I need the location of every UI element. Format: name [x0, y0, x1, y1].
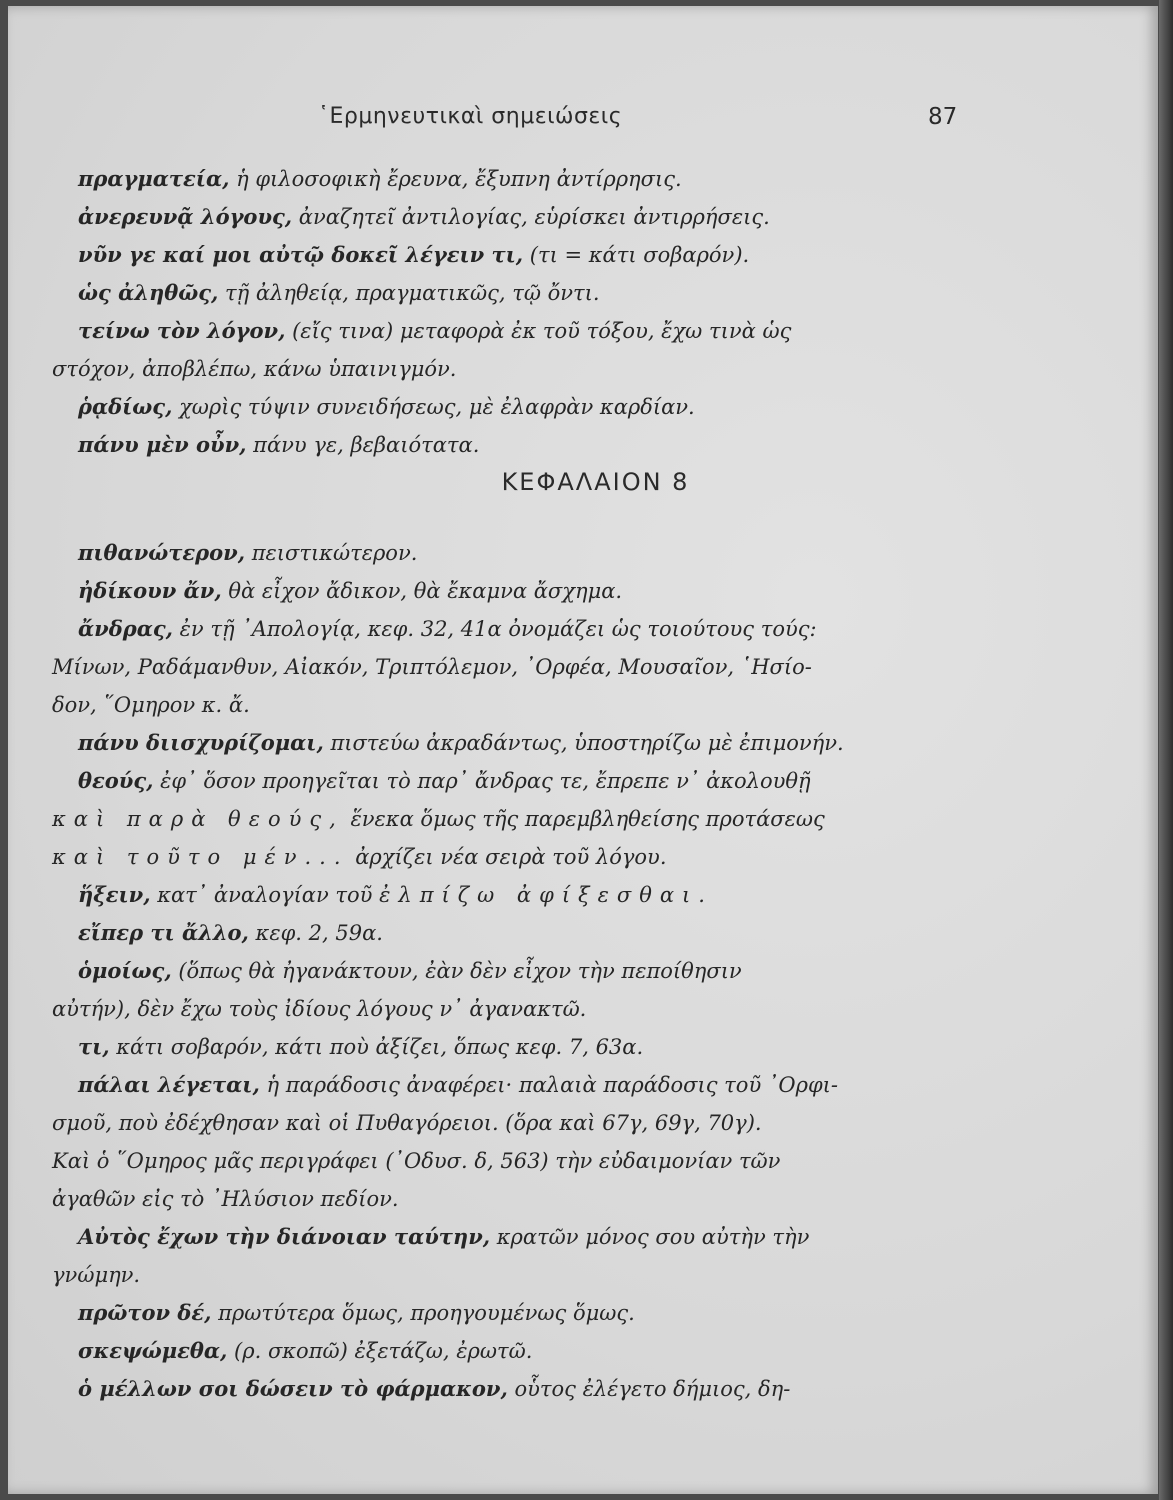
note-gloss: Μίνων, Ραδάμανθυν, Αἰακόν, Τριπτόλεμον, ᾿Ορφέα, Μουσαῖον, ῾Ησίο-	[52, 655, 812, 679]
note-line	[52, 876, 1002, 914]
note-line-continuation	[52, 1256, 1002, 1294]
note-gloss: ἕνεκα ὅμως τῆς παρεμβληθείσης προτάσεως	[343, 807, 825, 831]
note-line-continuation	[52, 1180, 1002, 1218]
note-term: ἄνδρας,	[78, 616, 173, 641]
note-term: ἥξειν,	[78, 882, 151, 907]
note-gloss: Καὶ ὁ ῞Ομηρος μᾶς περιγράφει (᾿Οδυσ. δ, 563) τὴν εὐδαιμονίαν τῶν	[52, 1149, 781, 1173]
note-gloss: κεφ. 2, 59α.	[248, 921, 383, 945]
note-gloss: (τι = κάτι σοβαρόν).	[523, 243, 750, 267]
note-gloss: ἀρχίζει νέα σειρὰ τοῦ λόγου.	[348, 845, 667, 869]
page-edge-shadow	[1159, 0, 1173, 1500]
note-gloss: αὐτήν), δὲν ἔχω τοὺς ἰδίους λόγους ν᾿ ἀγανακτῶ.	[52, 997, 587, 1021]
note-gloss: (ρ. σκοπῶ) ἐξετάζω, ἐρωτῶ.	[227, 1339, 533, 1363]
note-line	[52, 312, 1002, 350]
note-gloss: κάτι σοβαρόν, κάτι ποὺ ἀξίζει, ὅπως κεφ. 7, 63α.	[109, 1035, 644, 1059]
note-gloss: ἐφ᾿ ὅσον προηγεῖται τὸ παρ᾿ ἄνδρας τε, ἔπρεπε ν᾿ ἀκολουθῇ	[153, 769, 811, 793]
note-line	[52, 610, 1002, 648]
notes-section-1	[52, 160, 1002, 464]
note-term: πάλαι λέγεται,	[78, 1072, 260, 1097]
note-line	[52, 534, 1002, 572]
chapter-heading: ΚΕΦΑΛΑΙΟΝ 8	[501, 468, 690, 496]
note-gloss: πιστεύω ἀκραδάντως, ὑποστηρίζω μὲ ἐπιμονήν.	[323, 731, 844, 755]
note-term: τι,	[78, 1034, 110, 1059]
note-gloss: θὰ εἶχον ἄδικον, θὰ ἔκαμνα ἄσχημα.	[221, 579, 623, 603]
note-line	[52, 426, 1002, 464]
note-term: ὡς ἀληθῶς,	[78, 280, 219, 305]
note-gloss: δον, ῞Ομηρον κ. ἄ.	[52, 693, 250, 717]
note-line	[52, 1370, 1002, 1408]
note-line-continuation	[52, 990, 1002, 1028]
note-term: ῥᾳδίως,	[78, 394, 173, 419]
note-gloss: κρατῶν μόνος σου αὐτὴν τὴν	[490, 1225, 810, 1249]
note-line	[52, 952, 1002, 990]
note-line	[52, 160, 1002, 198]
note-gloss: ἀναζητεῖ ἀντιλογίας, εὑρίσκει ἀντιρρήσεις.	[292, 205, 770, 229]
note-line-continuation	[52, 648, 1002, 686]
note-term: ὁμοίως,	[78, 958, 172, 983]
note-term: πιθανώτερον,	[78, 540, 246, 565]
note-gloss: ἐν τῇ ᾿Απολογίᾳ, κεφ. 32, 41α ὀνομάζει ὡς τοιούτους τούς:	[172, 617, 817, 641]
note-gloss: (ὅπως θὰ ἠγανάκτουν, ἐὰν δὲν εἶχον τὴν πεποίθησιν	[171, 959, 742, 983]
note-line-continuation	[52, 838, 1002, 876]
note-line	[52, 236, 1002, 274]
note-line	[52, 1218, 1002, 1256]
note-term: Αὐτὸς ἔχων τὴν διάνοιαν ταύτην,	[78, 1224, 491, 1249]
note-gloss: ἡ φιλοσοφικὴ ἔρευνα, ἔξυπνη ἀντίρρησις.	[229, 167, 682, 191]
note-gloss: χωρὶς τύψιν συνειδήσεως, μὲ ἐλαφρὰν καρδίαν.	[172, 395, 695, 419]
note-line	[52, 1066, 1002, 1104]
note-line-continuation	[52, 800, 1002, 838]
note-term: ὁ μέλλων σοι δώσειν τὸ φάρμακον,	[78, 1376, 508, 1401]
note-term: τείνω τὸν λόγον,	[78, 318, 286, 343]
note-gloss: ἡ παράδοσις ἀναφέρει· παλαιὰ παράδοσις τοῦ ᾿Ορφι-	[259, 1073, 838, 1097]
note-term: θεούς,	[78, 768, 154, 793]
note-gloss: ἀγαθῶν εἰς τὸ ᾿Ηλύσιον πεδίον.	[52, 1187, 399, 1211]
page-number: 87	[928, 104, 958, 130]
note-line-continuation	[52, 1104, 1002, 1142]
note-term: πραγματεία,	[78, 166, 230, 191]
note-line	[52, 1294, 1002, 1332]
notes-section-2	[52, 534, 1002, 1408]
note-line	[52, 724, 1002, 762]
note-gloss: στόχον, ἀποβλέπω, κάνω ὑπαινιγμόν.	[52, 357, 457, 381]
note-term: ἠδίκουν ἄν,	[78, 578, 222, 603]
note-line	[52, 198, 1002, 236]
note-gloss: πάνυ γε, βεβαιότατα.	[246, 433, 480, 457]
spaced-quote: καὶ παρὰ θεούς,	[52, 807, 344, 831]
note-line	[52, 1332, 1002, 1370]
note-line	[52, 274, 1002, 312]
note-term: πάνυ μὲν οὖν,	[78, 432, 247, 457]
note-term: νῦν γε καί μοι αὐτῷ δοκεῖ λέγειν τι,	[78, 242, 524, 267]
note-term: πρῶτον δέ,	[78, 1300, 212, 1325]
note-term: σκεψώμεθα,	[78, 1338, 228, 1363]
note-gloss: πειστικώτερον.	[245, 541, 418, 565]
note-term: ἀνερευνᾷ λόγους,	[78, 204, 293, 229]
note-term: εἴπερ τι ἄλλο,	[78, 920, 249, 945]
note-gloss: γνώμην.	[52, 1263, 141, 1287]
note-line	[52, 1028, 1002, 1066]
note-line-continuation	[52, 1142, 1002, 1180]
note-line	[52, 388, 1002, 426]
spaced-quote: καὶ τοῦτο μέν...	[52, 845, 349, 869]
note-term: πάνυ διισχυρίζομαι,	[78, 730, 324, 755]
note-gloss: τῇ ἀληθείᾳ, πραγματικῶς, τῷ ὄντι.	[218, 281, 600, 305]
running-head: ῾Ερμηνευτικαὶ σημειώσεις	[318, 104, 623, 129]
note-gloss: οὗτος ἐλέγετο δήμιος, δη-	[507, 1377, 791, 1401]
spaced-quote: ἐλπίζω ἀφίξεσθαι.	[379, 883, 713, 907]
note-gloss: σμοῦ, ποὺ ἐδέχθησαν καὶ οἱ Πυθαγόρειοι. (ὅρα καὶ 67γ, 69γ, 70γ).	[52, 1111, 762, 1135]
note-gloss: (εἴς τινα) μεταφορὰ ἐκ τοῦ τόξου, ἔχω τινὰ ὡς	[285, 319, 792, 343]
note-line	[52, 762, 1002, 800]
note-line-continuation	[52, 350, 1002, 388]
note-line	[52, 914, 1002, 952]
note-line	[52, 572, 1002, 610]
note-gloss: πρωτύτερα ὅμως, προηγουμένως ὅμως.	[211, 1301, 635, 1325]
note-line-continuation	[52, 686, 1002, 724]
note-gloss: κατ᾿ ἀναλογίαν τοῦ	[150, 883, 380, 907]
